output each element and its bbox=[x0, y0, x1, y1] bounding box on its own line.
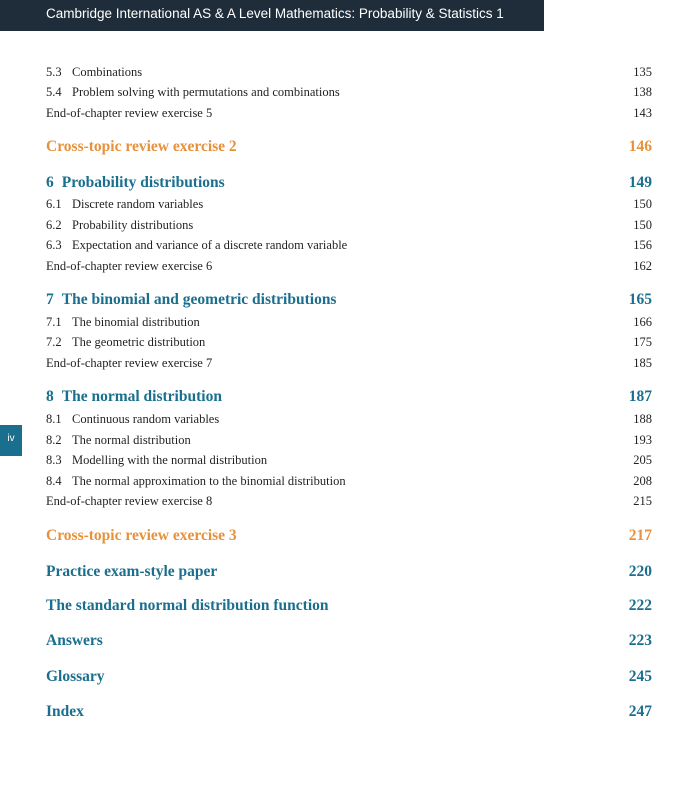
chapter-number: 8 bbox=[46, 388, 54, 405]
page-ref: 175 bbox=[633, 335, 652, 349]
section-title: End-of-chapter review exercise 5 bbox=[46, 106, 213, 120]
section-number: 7.2 bbox=[46, 335, 62, 349]
section-number: 8.4 bbox=[46, 474, 62, 488]
page-ref: 215 bbox=[633, 494, 652, 508]
page-ref: 185 bbox=[633, 356, 652, 370]
section-title: Combinations bbox=[72, 65, 143, 79]
page-number: iv bbox=[7, 433, 15, 444]
page-ref: 193 bbox=[633, 433, 652, 447]
toc-entry-review-7[interactable] bbox=[46, 356, 652, 371]
chapter-title: Index bbox=[46, 703, 84, 720]
review-title: Cross-topic review exercise 3 bbox=[46, 527, 237, 544]
page-ref: 222 bbox=[628, 597, 652, 614]
page-ref: 162 bbox=[633, 259, 652, 273]
toc-entry-review-6[interactable] bbox=[46, 259, 652, 274]
chapter-title: The binomial and geometric distributions bbox=[61, 291, 337, 308]
section-title: Modelling with the normal distribution bbox=[72, 453, 268, 467]
page-ref: 150 bbox=[633, 197, 652, 211]
page-ref: 223 bbox=[628, 632, 652, 649]
page-ref: 165 bbox=[628, 291, 652, 308]
toc-entry-8-1[interactable] bbox=[46, 412, 652, 427]
section-title: Expectation and variance of a discrete random variable bbox=[72, 238, 348, 252]
section-number: 6.3 bbox=[46, 238, 62, 252]
section-title: Discrete random variables bbox=[72, 197, 204, 211]
section-number: 8.3 bbox=[46, 453, 62, 467]
page-ref: 138 bbox=[633, 85, 652, 99]
toc-entry-5-4[interactable] bbox=[46, 85, 652, 100]
section-number: 8.1 bbox=[46, 412, 62, 426]
chapter-number: 7 bbox=[46, 291, 54, 308]
page-ref: 156 bbox=[633, 238, 652, 252]
toc-entry-6-3[interactable] bbox=[46, 238, 652, 253]
toc-entry-review-8[interactable] bbox=[46, 494, 652, 509]
book-title: Cambridge International AS & A Level Mathematics: Probability & Statistics 1 bbox=[46, 6, 504, 21]
header-bar bbox=[0, 0, 544, 31]
page-ref: 166 bbox=[633, 315, 652, 329]
chapter-title: The standard normal distribution function bbox=[46, 597, 329, 614]
chapter-number: 6 bbox=[46, 174, 54, 191]
chapter-title: Practice exam-style paper bbox=[46, 563, 218, 580]
section-number: 5.4 bbox=[46, 85, 62, 99]
toc-entry-7-1[interactable] bbox=[46, 315, 652, 330]
page-ref: 188 bbox=[633, 412, 652, 426]
page-ref: 245 bbox=[628, 668, 652, 685]
toc-entry-7-2[interactable] bbox=[46, 335, 652, 350]
section-number: 5.3 bbox=[46, 65, 62, 79]
toc-entry-8-2[interactable] bbox=[46, 433, 652, 448]
section-title: The normal distribution bbox=[72, 433, 191, 447]
page-number-tab bbox=[0, 425, 22, 456]
section-number: 6.1 bbox=[46, 197, 62, 211]
toc-chapter-8[interactable] bbox=[46, 388, 652, 406]
toc-chapter-6[interactable] bbox=[46, 174, 652, 192]
page-ref: 143 bbox=[633, 106, 652, 120]
toc-entry-8-3[interactable] bbox=[46, 453, 652, 468]
chapter-title: Glossary bbox=[46, 668, 105, 685]
section-title: Continuous random variables bbox=[72, 412, 220, 426]
section-title: Probability distributions bbox=[72, 218, 194, 232]
page-ref: 208 bbox=[633, 474, 652, 488]
chapter-title: The normal distribution bbox=[61, 388, 222, 405]
toc-cross-topic-review-3[interactable] bbox=[46, 527, 652, 545]
page-ref: 247 bbox=[628, 703, 652, 720]
section-title: End-of-chapter review exercise 6 bbox=[46, 259, 213, 273]
review-title: Cross-topic review exercise 2 bbox=[46, 138, 237, 155]
toc-answers[interactable] bbox=[46, 632, 652, 650]
section-number: 7.1 bbox=[46, 315, 62, 329]
page-ref: 187 bbox=[628, 388, 652, 405]
chapter-title: Answers bbox=[46, 632, 103, 649]
toc-entry-6-1[interactable] bbox=[46, 197, 652, 212]
toc-entry-review-5[interactable] bbox=[46, 106, 652, 121]
section-title: Problem solving with permutations and combinations bbox=[72, 85, 340, 99]
page-ref: 146 bbox=[628, 138, 652, 155]
toc-entry-5-3[interactable] bbox=[46, 65, 652, 80]
toc-entry-8-4[interactable] bbox=[46, 474, 652, 489]
toc-entry-6-2[interactable] bbox=[46, 218, 652, 233]
section-title: The normal approximation to the binomial distribution bbox=[72, 474, 346, 488]
toc-standard-normal-table[interactable] bbox=[46, 597, 652, 615]
toc-index[interactable] bbox=[46, 703, 652, 721]
section-title: The binomial distribution bbox=[72, 315, 200, 329]
section-title: The geometric distribution bbox=[72, 335, 206, 349]
section-number: 8.2 bbox=[46, 433, 62, 447]
page-ref: 135 bbox=[633, 65, 652, 79]
section-title: End-of-chapter review exercise 7 bbox=[46, 356, 213, 370]
chapter-title: Probability distributions bbox=[61, 174, 225, 191]
toc-cross-topic-review-2[interactable] bbox=[46, 138, 652, 156]
toc-practice-paper[interactable] bbox=[46, 563, 652, 581]
page-ref: 149 bbox=[628, 174, 652, 191]
toc-glossary[interactable] bbox=[46, 668, 652, 686]
section-title: End-of-chapter review exercise 8 bbox=[46, 494, 213, 508]
page-ref: 217 bbox=[628, 527, 652, 544]
page-ref: 150 bbox=[633, 218, 652, 232]
toc-chapter-7[interactable] bbox=[46, 291, 652, 309]
section-number: 6.2 bbox=[46, 218, 62, 232]
page-ref: 220 bbox=[628, 563, 652, 580]
page-ref: 205 bbox=[633, 453, 652, 467]
